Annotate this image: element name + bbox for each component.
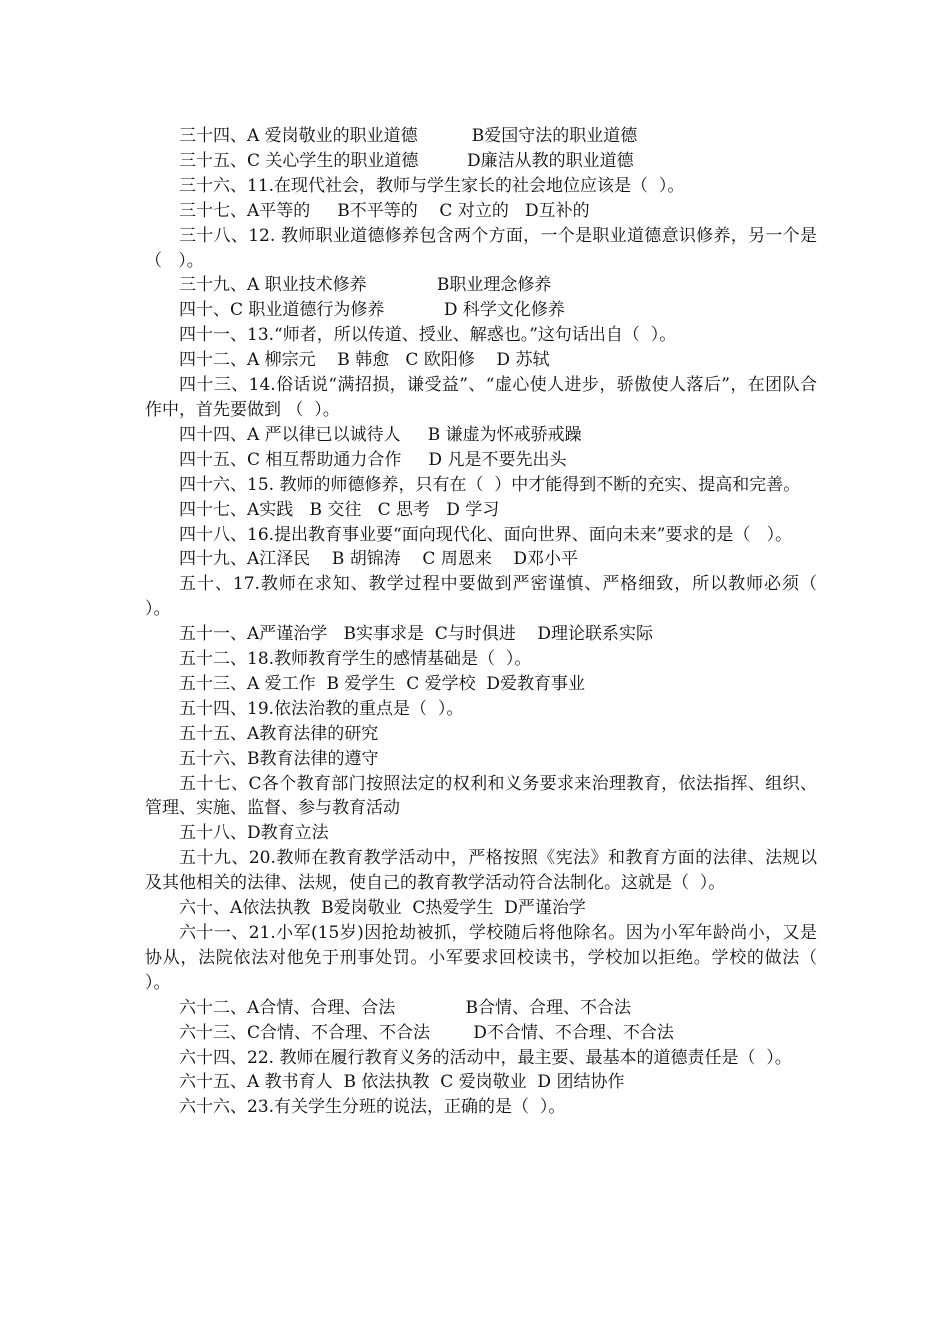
- text-line: 五十、17.教师在求知、教学过程中要做到严密谨慎、严格细致，所以教师必须（ ）。: [145, 574, 828, 620]
- text-line: 四十四、A 严以律已以诚待人 B 谦虚为怀戒骄戒躁: [179, 424, 582, 445]
- text-line: 六十二、A合情、合理、合法 B合情、合理、不合法: [179, 997, 632, 1018]
- text-line: 四十五、C 相互帮助通力合作 D 凡是不要先出头: [179, 449, 567, 470]
- text-line: 五十六、B教育法律的遵守: [179, 748, 379, 769]
- text-line: 六十、A依法执教 B爱岗敬业 C热爱学生 D严谨治学: [179, 898, 586, 919]
- text-line: 三十四、A 爱岗敬业的职业道德 B爱国守法的职业道德: [179, 126, 638, 146]
- text-line: 五十八、D教育立法: [179, 823, 329, 844]
- text-line: 三十五、C 关心学生的职业道德 D廉洁从教的职业道德: [179, 150, 634, 171]
- text-line: 五十一、A严谨治学 B实事求是 C与时俱进 D理论联系实际: [179, 624, 654, 645]
- text-line: 三十七、A平等的 B不平等的 C 对立的 D互补的: [179, 200, 590, 221]
- document-body: [145, 124, 828, 1120]
- text-line: 六十六、23.有关学生分班的说法，正确的是（ ）。: [179, 1097, 566, 1118]
- text-line: 五十四、19.依法治教的重点是（ ）。: [179, 698, 464, 719]
- text-line: 四十八、16.提出教育事业要“面向现代化、面向世界、面向未来”要求的是（ ）。: [179, 524, 793, 545]
- text-line: 五十三、A 爱工作 B 爱学生 C 爱学校 D爱教育事业: [179, 673, 586, 694]
- text-line: 四十九、A江泽民 B 胡锦涛 C 周恩来 D邓小平: [179, 549, 579, 570]
- text-line: 四十二、A 柳宗元 B 韩愈 C 欧阳修 D 苏轼: [179, 350, 550, 371]
- text-line: 四十七、A实践 B 交往 C 思考 D 学习: [179, 499, 500, 520]
- text-line: 六十三、C合情、不合理、不合法 D不合情、不合理、不合法: [179, 1022, 674, 1043]
- text-line: 五十五、A教育法律的研究: [179, 723, 379, 744]
- text-line: 三十八、12. 教师职业道德修养包含两个方面，一个是职业道德意识修养，另一个是（ ）。: [145, 225, 817, 271]
- text-line: 六十四、22. 教师在履行教育义务的活动中，最主要、最基本的道德责任是（ ）。: [179, 1047, 792, 1068]
- text-line: 三十六、11.在现代社会，教师与学生家长的社会地位应该是（ ）。: [179, 175, 685, 196]
- text-line: 五十七、C各个教育部门按照法定的权利和义务要求来治理教育，依法指挥、组织、管理、实施、监督、参与教育活动: [145, 773, 817, 819]
- text-line: 六十一、21.小军(15岁)因抢劫被抓，学校随后将他除名。因为小军年龄尚小，又是协从，法院依法对他免于刑事处罚。小军要求回校读书，学校加以拒绝。学校的做法（ ）。: [145, 923, 828, 993]
- text-line: 四十、C 职业道德行为修养 D 科学文化修养: [179, 300, 565, 321]
- text-line: 六十五、A 教书育人 B 依法执教 C 爱岗敬业 D 团结协作: [179, 1072, 625, 1093]
- text-line: 四十一、13.“师者，所以传道、授业、解惑也。”这句话出自（ ）。: [179, 325, 677, 346]
- text-line: 三十九、A 职业技术修养 B职业理念修养: [179, 275, 552, 296]
- text-line: 四十三、14.俗话说“满招损，谦受益”、“虚心使人进步，骄傲使人落后”，在团队合作中，首先要做到 （ ）。: [145, 375, 817, 420]
- text-line: 四十六、15. 教师的师德修养，只有在（ ）中才能得到不断的充实、提高和完善。: [179, 474, 801, 495]
- text-line: 五十二、18.教师教育学生的感情基础是（ ）。: [179, 649, 532, 670]
- text-line: 五十九、20.教师在教育教学活动中，严格按照《宪法》和教育方面的法律、法规以及其他相关的法律、法规，使自己的教育教学活动符合法制化。这就是（ ）。: [145, 848, 817, 894]
